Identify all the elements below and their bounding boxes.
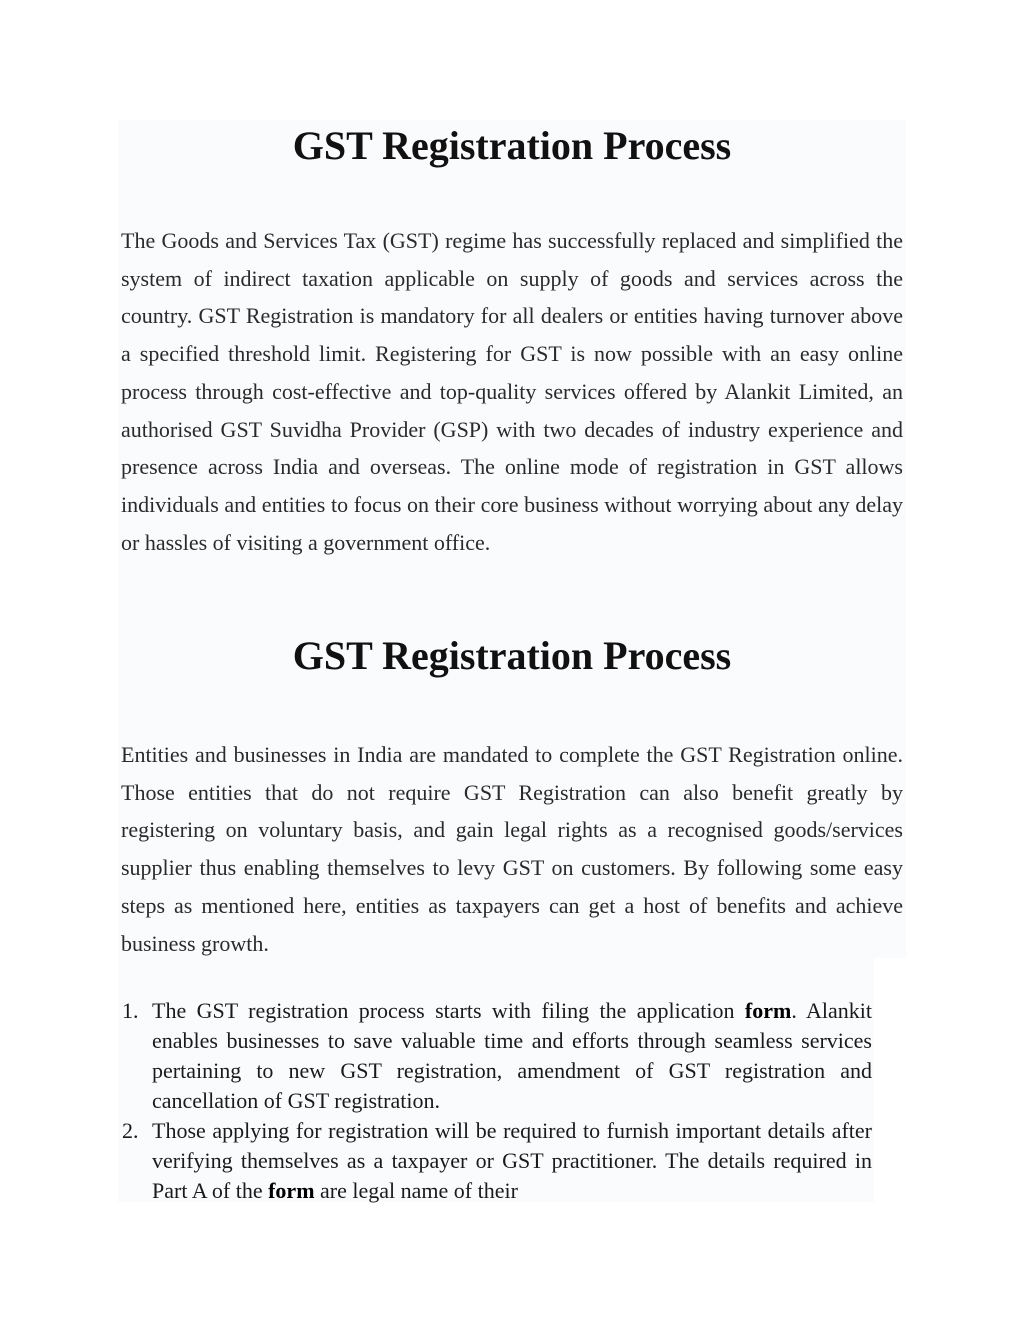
list-item-text: The GST registration process starts with filing the application — [152, 998, 745, 1023]
page-title: GST Registration Process — [292, 123, 732, 168]
list-item — [118, 996, 872, 1116]
list-item — [118, 1116, 872, 1205]
section-heading: GST Registration Process — [292, 633, 732, 678]
steps-list — [118, 996, 872, 1205]
list-item-text-continued: are legal name of their — [314, 1178, 518, 1203]
list-item-text-continued: . Alankit enables businesses to save valuable time and efforts through seamless services pertaining to new GST registration, amendment of GST registration and cancellation of GST registration. — [152, 998, 872, 1113]
list-item-number: 1. — [122, 998, 139, 1023]
intro-paragraph: The Goods and Services Tax (GST) regime has successfully replaced and simplified the system of indirect taxation applicable on supply of goods and services across the country. GST Registration is mandatory for all dealers or entities having turnover above a specified threshold limit. Registering for GST is now possible with an easy online process through cost-effective and top-quality services offered by Alankit Limited, an authorised GST Suvidha Provider (GSP) with two decades of industry experience and presence across India and overseas. The online mode of registration in GST allows individuals and entities to focus on their core business without worrying about any delay or hassles of visiting a government office. — [121, 228, 903, 555]
section-paragraph: Entities and businesses in India are mandated to complete the GST Registration online. Those entities that do not require GST Registration can also benefit greatly by registering on voluntary basis, and gain legal rights as a recognised goods/services supplier thus enabling themselves to levy GST on customers. By following some easy steps as mentioned here, entities as taxpayers can get a host of benefits and achieve business growth. — [121, 742, 903, 956]
list-item-number: 2. — [122, 1118, 139, 1143]
form-keyword: form — [268, 1178, 315, 1203]
form-keyword: form — [744, 998, 792, 1023]
list-item-text: Those applying for registration will be required to furnish important details after verifying themselves as a taxpayer or GST practitioner. The details required in Part A of the — [152, 1118, 872, 1203]
